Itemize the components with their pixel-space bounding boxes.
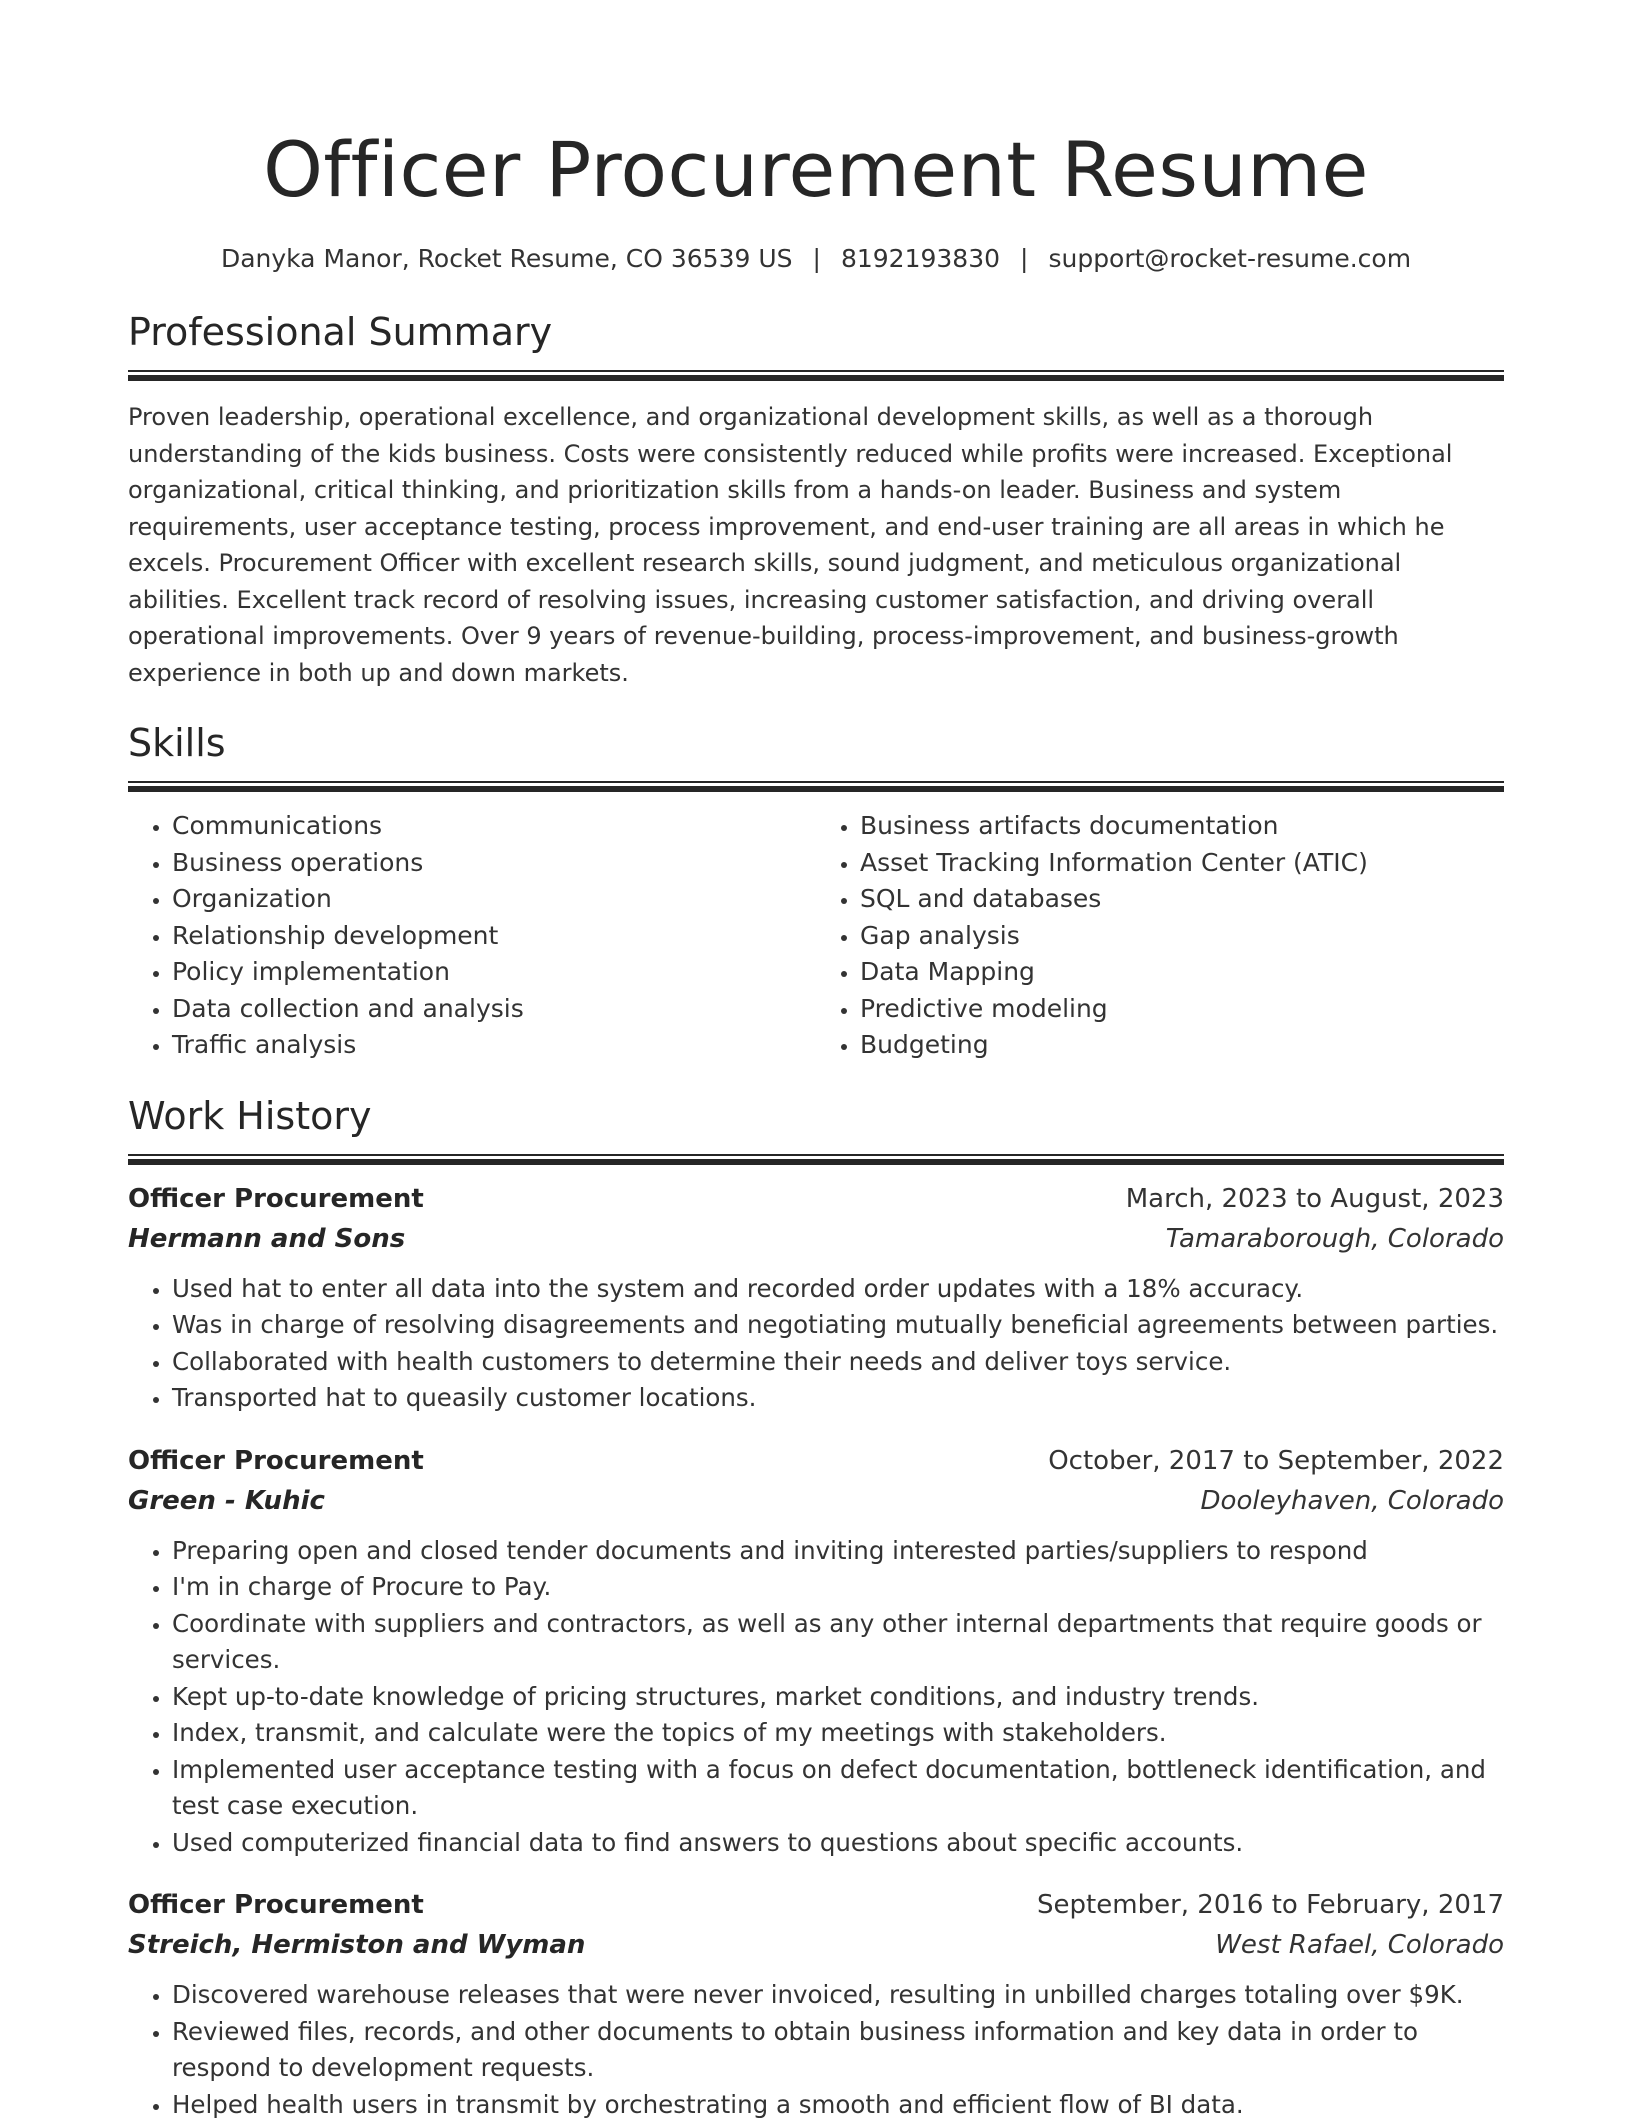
skill-item: • Policy implementation	[172, 954, 816, 991]
job-bullet: • Collaborated with health customers to determine their needs and deliver toys service.	[172, 1344, 1504, 1381]
skill-item: • Data Mapping	[860, 954, 1504, 991]
skills-columns	[128, 808, 1504, 1064]
job-header-row	[128, 1441, 1504, 1481]
job-bullet: • Discovered warehouse releases that were never invoiced, resulting in unbilled charges totaling over $9K.	[172, 1977, 1504, 2014]
job-dates: September, 2016 to February, 2017	[1037, 1890, 1504, 1920]
summary-text: Proven leadership, operational excellence, and organizational development skills, as well as a thorough understanding of the kids business. Costs were consistently reduced while profits were increased. Exceptional organizational, critical thinking, and prioritization skills from a hands-on leader. Business and system requirements, user acceptance testing, process improvement, and end-user training are all areas in which he excels. Procurement Officer with excellent research skills, sound judgment, and meticulous organizational abilities. Excellent track record of resolving issues, increasing customer satisfaction, and driving overall operational improvements. Over 9 years of revenue-building, process-improvement, and business-growth experience in both up and down markets.	[128, 403, 1453, 687]
job-company-row	[128, 1219, 1504, 1259]
contact-phone: 8192193830	[840, 244, 1001, 273]
job-bullet: • Coordinate with suppliers and contractors, as well as any other internal departments that require goods or services.	[172, 1606, 1504, 1679]
job-bullet: • Index, transmit, and calculate were the topics of my meetings with stakeholders.	[172, 1715, 1504, 1752]
skill-item: • Predictive modeling	[860, 991, 1504, 1028]
skills-list-right	[816, 808, 1504, 1064]
job-bullet: • Preparing open and closed tender documents and inviting interested parties/suppliers to respond	[172, 1533, 1504, 1570]
job-entry	[128, 1885, 1504, 2123]
job-company-row	[128, 1481, 1504, 1521]
job-entry	[128, 1441, 1504, 1862]
work-history-heading: Work History	[128, 1093, 372, 1138]
contact-address: Danyka Manor, Rocket Resume, CO 36539 US	[220, 244, 793, 273]
job-bullet: • Implemented user acceptance testing with a focus on defect documentation, bottleneck identification, and test case execution.	[172, 1752, 1504, 1825]
skill-item: • Asset Tracking Information Center (ATIC)	[860, 845, 1504, 882]
job-title: Officer Procurement	[128, 1445, 424, 1476]
skills-section	[128, 719, 1504, 1064]
skill-item: • Business operations	[172, 845, 816, 882]
job-company: Streich, Hermiston and Wyman	[128, 1930, 586, 1960]
job-title: Officer Procurement	[128, 1183, 424, 1214]
contact-line	[128, 242, 1504, 276]
job-location: Tamaraborough, Colorado	[1165, 1223, 1504, 1254]
job-bullets	[128, 1271, 1504, 1417]
work-history-section	[128, 1092, 1504, 2124]
contact-email: support@rocket-resume.com	[1048, 244, 1412, 273]
job-bullet: • Helped health users in transmit by orchestrating a smooth and efficient flow of BI data.	[172, 2087, 1504, 2124]
summary-heading: Professional Summary	[128, 310, 553, 354]
job-location: West Rafael, Colorado	[1215, 1930, 1504, 1960]
skill-item: • Business artifacts documentation	[860, 808, 1504, 845]
skills-list-left	[128, 808, 816, 1064]
job-company: Hermann and Sons	[128, 1223, 406, 1254]
skill-item: • Data collection and analysis	[172, 991, 816, 1028]
skill-item: • SQL and databases	[860, 881, 1504, 918]
job-company-row	[128, 1925, 1504, 1965]
job-entry	[128, 1179, 1504, 1417]
skill-item: • Traffic analysis	[172, 1027, 816, 1064]
job-location: Dooleyhaven, Colorado	[1200, 1485, 1504, 1516]
job-header-row	[128, 1885, 1504, 1925]
section-divider	[128, 1154, 1504, 1165]
job-bullet: • I'm in charge of Procure to Pay.	[172, 1569, 1504, 1606]
skill-item: • Communications	[172, 808, 816, 845]
skill-item: • Budgeting	[860, 1027, 1504, 1064]
job-bullet: • Was in charge of resolving disagreements and negotiating mutually beneficial agreements between parties.	[172, 1307, 1504, 1344]
job-header-row	[128, 1179, 1504, 1219]
contact-separator: |	[812, 244, 821, 273]
job-bullet: • Used computerized financial data to find answers to questions about specific accounts.	[172, 1825, 1504, 1862]
job-bullets	[128, 1533, 1504, 1862]
job-dates: October, 2017 to September, 2022	[1048, 1445, 1504, 1476]
skill-item: • Relationship development	[172, 918, 816, 955]
job-bullet: • Reviewed files, records, and other documents to obtain business information and key data in order to respond to development requests.	[172, 2014, 1504, 2087]
contact-separator: |	[1020, 244, 1029, 273]
job-bullet: • Transported hat to queasily customer locations.	[172, 1380, 1504, 1417]
section-divider	[128, 370, 1504, 381]
job-bullet: • Used hat to enter all data into the system and recorded order updates with a 18% accuracy.	[172, 1271, 1504, 1308]
job-dates: March, 2023 to August, 2023	[1125, 1183, 1504, 1214]
section-divider	[128, 781, 1504, 792]
job-bullets	[128, 1977, 1504, 2123]
job-company: Green - Kuhic	[128, 1485, 325, 1516]
resume-title: Officer Procurement Resume	[263, 125, 1369, 214]
summary-section	[128, 308, 1504, 691]
skill-item: • Gap analysis	[860, 918, 1504, 955]
job-title: Officer Procurement	[128, 1890, 424, 1920]
job-bullet: • Kept up-to-date knowledge of pricing structures, market conditions, and industry trends.	[172, 1679, 1504, 1716]
skill-item: • Organization	[172, 881, 816, 918]
skills-heading: Skills	[128, 721, 226, 765]
